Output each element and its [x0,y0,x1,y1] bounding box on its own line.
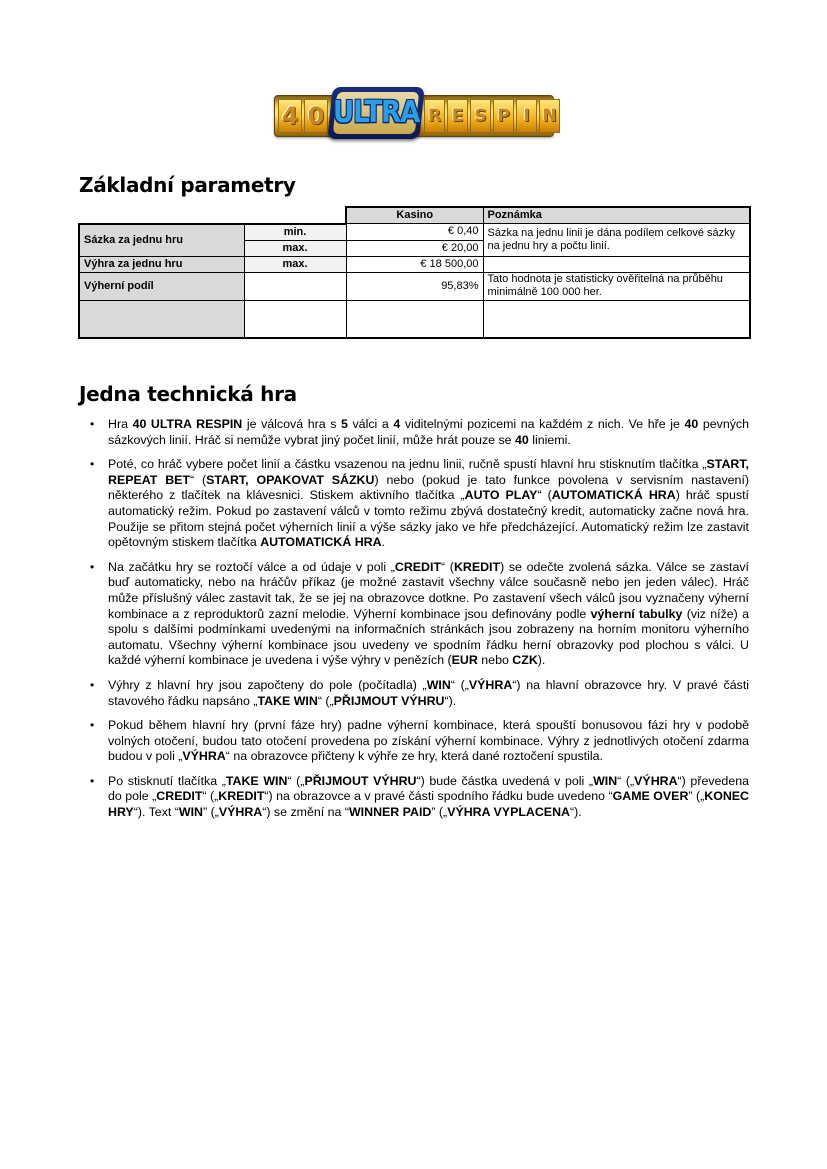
row-label: Výhra za jednu hru [79,256,244,272]
bold-term: WIN [593,773,618,788]
bold-term: EUR [451,653,478,668]
bold-term: KREDIT [453,559,501,574]
logo-digit: 0 [304,99,328,133]
bold-term: WINNER PAID [348,805,432,820]
game-logo [274,87,557,139]
section-title-tech: Jedna technická hra [79,382,297,406]
logo-letter: S [470,99,491,133]
section-title-params: Základní parametry [79,173,296,197]
text: liniemi. [528,432,571,447]
row-sub: max. [244,256,346,272]
text: “ („ [287,773,305,788]
text: “ („ [617,773,635,788]
logo-letter: E [447,99,468,133]
bold-term: KONEC HRY [108,789,749,820]
text: “ („ [450,677,469,692]
bold-term: výherní tabulky [590,606,683,621]
bold-term: START, REPEAT BET [108,457,749,487]
row-value: € 0,40 [346,224,483,241]
text: “) na hlavní obrazovce hry. V pravé části stavového řádku napsáno „ [108,677,750,708]
text: Výhry z hlavní hry jsou započteny do pole (počítadla) „ [108,677,427,692]
text: je válcová hra s [242,417,341,431]
text: ” („ [431,805,448,820]
row-value: € 18 500,00 [346,256,483,272]
bold-term: 4 [393,417,401,431]
text: ). [537,653,546,668]
bold-term: 5 [340,417,348,431]
row-value: 95,83% [346,272,483,300]
row-label [79,300,244,338]
text: nebo [477,653,513,668]
text: “ („ [202,789,219,804]
text: viditelnými pozicemi na každém z nich. Ve hře je [400,417,685,431]
text: ) nebo (pokud je tato funkce povolena v servisním nastavení) některého z tlačítek na klávesnici. Stiskem aktivního tlačítka „ [108,472,750,503]
logo-letter: N [539,99,560,133]
params-table [78,206,751,339]
list-item [90,774,749,821]
text: “ ( [441,559,454,574]
row-value [346,300,483,338]
bold-term: VÝHRA [218,805,263,820]
list-item [90,417,749,448]
text: “). [569,805,582,820]
table-row [79,256,750,272]
text: “ („ [317,693,334,708]
row-note: Sázka na jednu linii je dána podílem celkové sázky na jednu hry a počtu linií. [483,224,750,257]
text: “ na obrazovce přičteny k výhře ze hry, která dané roztočení spustila. [225,749,603,764]
bold-term: TAKE WIN [257,693,318,708]
bold-term: 40 [684,417,699,431]
text: (viz níže) a spolu s dalšími podmínkami uvedenými na informačních stránkách jsou zobrazeny na horním monitoru výherního automatu. Všechny výherní kombinace jsou uvedeny ve spodním řádku herní obrazovky pod plochou s válci. U každé výherní kombinace je uvedena i výše výhry v penězích ( [108,606,749,668]
bold-term: KREDIT [218,789,265,804]
list-item [90,718,749,765]
row-sub [244,300,346,338]
text: válci a [347,417,394,431]
logo-letter: R [424,99,445,133]
row-value: € 20,00 [346,240,483,256]
table-row [79,224,750,241]
table-row [79,300,750,338]
text: ) hráč spustí automatický režim. Pokud po zastavení válců v tomto režimu zbývá dostatečný kredit, automaticky začne nová hra. Použije se přitom stejná počet výherních linií a výše sázky jako ve hře předcházející. Automatický režim lze zastavit opětovným stiskem tlačítka [108,488,750,550]
bold-term: AUTOMATICKÁ HRA [551,488,676,503]
text: “ ( [537,488,552,503]
row-label: Výherní podíl [79,272,244,300]
row-sub: min. [244,224,346,241]
bold-term: 40 [515,432,529,447]
bold-term: VÝHRA [468,677,513,692]
logo-digit: 4 [278,99,302,133]
bold-term: AUTO PLAY [464,488,538,503]
bold-term: WIN [426,677,451,692]
bold-term: START, OPAKOVAT SÁZKU [206,472,375,487]
text: Pokud během hlavní hry (první fáze hry) padne výherní kombinace, která spouští bonusovou fázi hry v podobě volných otočení, budou tato otočení provedena po získání výherní kombinace. Výhry z jednotlivých otočení zdarma budou v poli „ [108,718,749,764]
text: “) převedena do pole „ [108,773,749,804]
table-row [79,272,750,300]
logo-letter: P [493,99,514,133]
text: Po stisknutí tlačítka „ [108,773,226,788]
text: Na začátku hry se roztočí válce a od údaje v poli „ [108,559,395,574]
bold-term: PŘIJMOUT VÝHRU [333,693,445,708]
text: “) se změní na “ [262,805,349,820]
table-header-row [79,207,750,224]
bold-term: AUTOMATICKÁ HRA [260,535,382,550]
bold-term: WIN [178,805,204,820]
text: “) na obrazovce a v pravé části spodního řádku bude uvedeno “ [264,789,613,804]
text: . [381,535,386,550]
text: “). Text “ [133,805,179,820]
list-item [90,560,749,669]
text: Poté, co hráč vybere počet linií a částku vsazenou na jednu linii, ručně spustí hlavní hru stisknutím tlačítka „ [108,457,707,472]
row-sub: max. [244,240,346,256]
row-sub [244,272,346,300]
rules-list [90,417,749,830]
logo-letter: I [516,99,537,133]
header-note: Poznámka [483,207,750,224]
bold-term: TAKE WIN [225,773,288,788]
row-note [483,300,750,338]
text: “). [444,693,457,708]
text: “) bude částka uvedená v poli „ [416,773,594,788]
logo-ultra-text: ULTRA [332,95,420,131]
bold-term: VÝHRA [182,749,226,764]
text: “ ( [190,472,207,487]
text: Hra [108,417,133,431]
bold-term: VÝHRA VYPLACENA [447,805,570,820]
bold-term: CREDIT [156,789,203,804]
logo-respin [424,99,560,133]
list-item [90,457,749,551]
logo-ultra-badge [327,87,424,139]
bold-term: GAME OVER [612,789,689,804]
row-label: Sázka za jednu hru [79,224,244,257]
row-note: Tato hodnota je statisticky ověřitelná na průběhu minimálně 100 000 her. [483,272,750,300]
text: ” („ [688,789,705,804]
list-item [90,678,749,709]
bold-term: CZK [512,653,538,668]
bold-term: 40 ULTRA RESPIN [132,417,243,431]
bold-term: VÝHRA [634,773,678,788]
text: pevných sázkových linií. Hráč si nemůže vybrat jiný počet linií, může hrát pouze se [108,417,749,447]
row-note [483,256,750,272]
text: ” („ [203,805,219,820]
bold-term: CREDIT [394,559,442,574]
logo-number [278,99,328,133]
header-casino: Kasino [346,207,483,224]
text: ) se odečte zvolená sázka. Válce se zastaví buď automaticky, nebo na hráčův příkaz (je možné zastavit všechny válce současně nebo jen jeden válec). Hráč může příslušný válec zastavit tak, že se jej na obrazovce dotkne. Po zastavení všech válců jsou vyznačeny výherní kombinace a z reproduktorů zazní melodie. Výherní kombinace jsou definovány podle [108,559,749,621]
bold-term: PŘIJMOUT VÝHRU [304,773,417,788]
